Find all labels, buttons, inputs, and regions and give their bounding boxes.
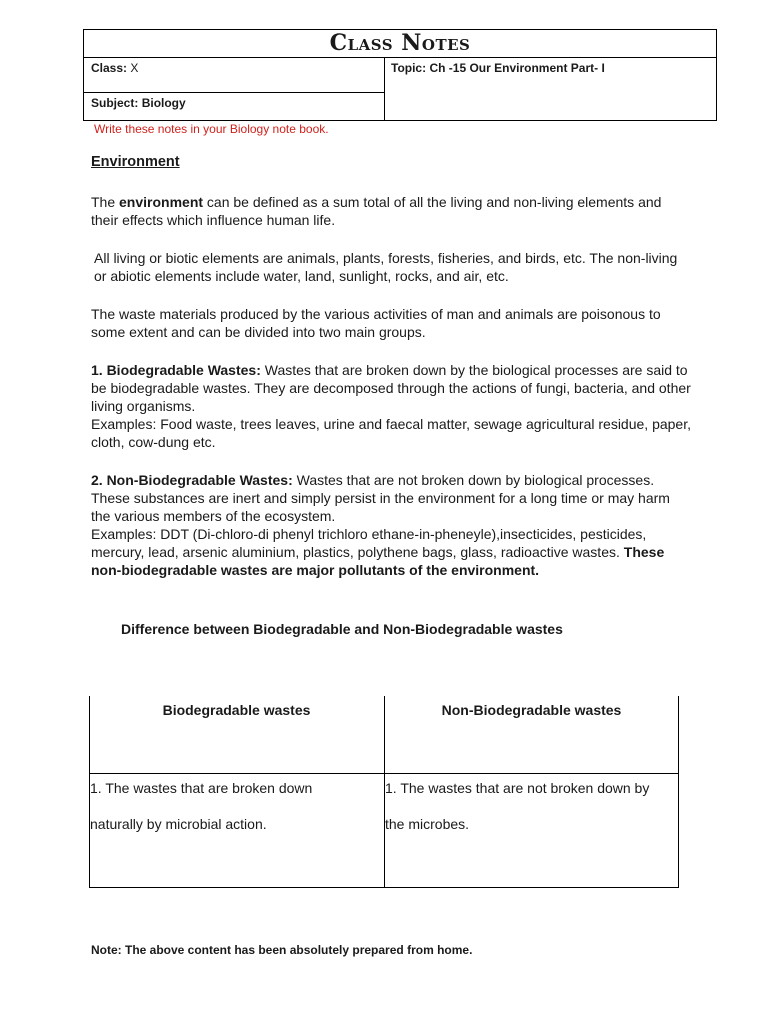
section-title: Environment (91, 154, 180, 170)
paragraph-non-biodegradable (91, 471, 691, 579)
title-row (84, 30, 716, 58)
header-divider-horizontal (84, 92, 384, 93)
column-header-non-biodegradable: Non-Biodegradable wastes (441, 702, 622, 718)
biodegradable-examples: Examples: Food waste, trees leaves, urine and faecal matter, sewage agricultural residue, paper, cloth, cow-dung etc. (91, 416, 691, 450)
comparison-table (89, 696, 679, 888)
instruction-text: Write these notes in your Biology note book. (94, 122, 329, 136)
notes-body (91, 153, 691, 579)
para1-rest: can be defined as a sum total of all the living and non-living elements and their effects which influence human life. (91, 194, 662, 228)
subject-cell (91, 96, 186, 110)
non-biodegradable-examples: Examples: DDT (Di-chloro-di phenyl trichloro ethane-in-pheneyle),insecticides, pesticides, mercury, lead, arsenic aluminium, plastics, polythene bags, glass, radioactive wastes. (91, 526, 647, 560)
topic-value: Ch -15 Our Environment Part- I (429, 61, 605, 75)
header-table (83, 29, 717, 121)
class-value: X (130, 61, 139, 75)
paragraph-biodegradable (91, 361, 691, 451)
cell-nonbio-line2: the microbes. (385, 816, 470, 832)
paragraph-environment-definition (91, 193, 691, 229)
column-header-biodegradable: Biodegradable wastes (162, 702, 311, 718)
paragraph-waste-intro: The waste materials produced by the various activities of man and animals are poisonous to some extent and can be divided into two main groups. (91, 306, 661, 340)
subject-label: Subject: (91, 96, 139, 110)
table-border-bottom (89, 887, 679, 888)
cell-bio-line1: 1. The wastes that are broken down (90, 780, 313, 796)
non-biodegradable-heading: 2. Non-Biodegradable Wastes: (91, 472, 293, 488)
topic-cell (391, 61, 605, 75)
para1-term: environment (119, 194, 204, 210)
cell-nonbio-line1: 1. The wastes that are not broken down by (385, 780, 650, 796)
difference-title: Difference between Biodegradable and Non-Biodegradable wastes (121, 621, 563, 637)
para1-lead: The (91, 194, 120, 210)
footer-note: Note: The above content has been absolutely prepared from home. (91, 943, 473, 957)
subject-value: Biology (141, 96, 186, 110)
biodegradable-heading: 1. Biodegradable Wastes: (91, 362, 261, 378)
header-divider-vertical (384, 57, 385, 121)
paragraph-biotic-abiotic: All living or biotic elements are animals, plants, forests, fisheries, and birds, etc. The non-living or abiotic elements include water, land, sunlight, rocks, and air, etc. (94, 250, 678, 284)
cell-bio-line2: naturally by microbial action. (90, 816, 267, 832)
class-cell (91, 61, 138, 75)
table-border-right (678, 696, 679, 888)
non-biodegradable-text: Wastes that are not broken down by biological processes. These substances are inert and simply persist in the environment for a long time or may harm the various members of the ecosystem. (91, 472, 670, 524)
page-title: Class Notes (329, 30, 471, 56)
class-label: Class: (91, 61, 128, 75)
biodegradable-text: Wastes that are broken down by the biological processes are said to be biodegradable wastes. They are decomposed through the actions of fungi, bacteria, and other living organisms. (91, 362, 691, 414)
non-biodegradable-emphasis: These non-biodegradable wastes are major pollutants of the environment. (91, 544, 665, 578)
topic-label: Topic: (391, 61, 427, 75)
